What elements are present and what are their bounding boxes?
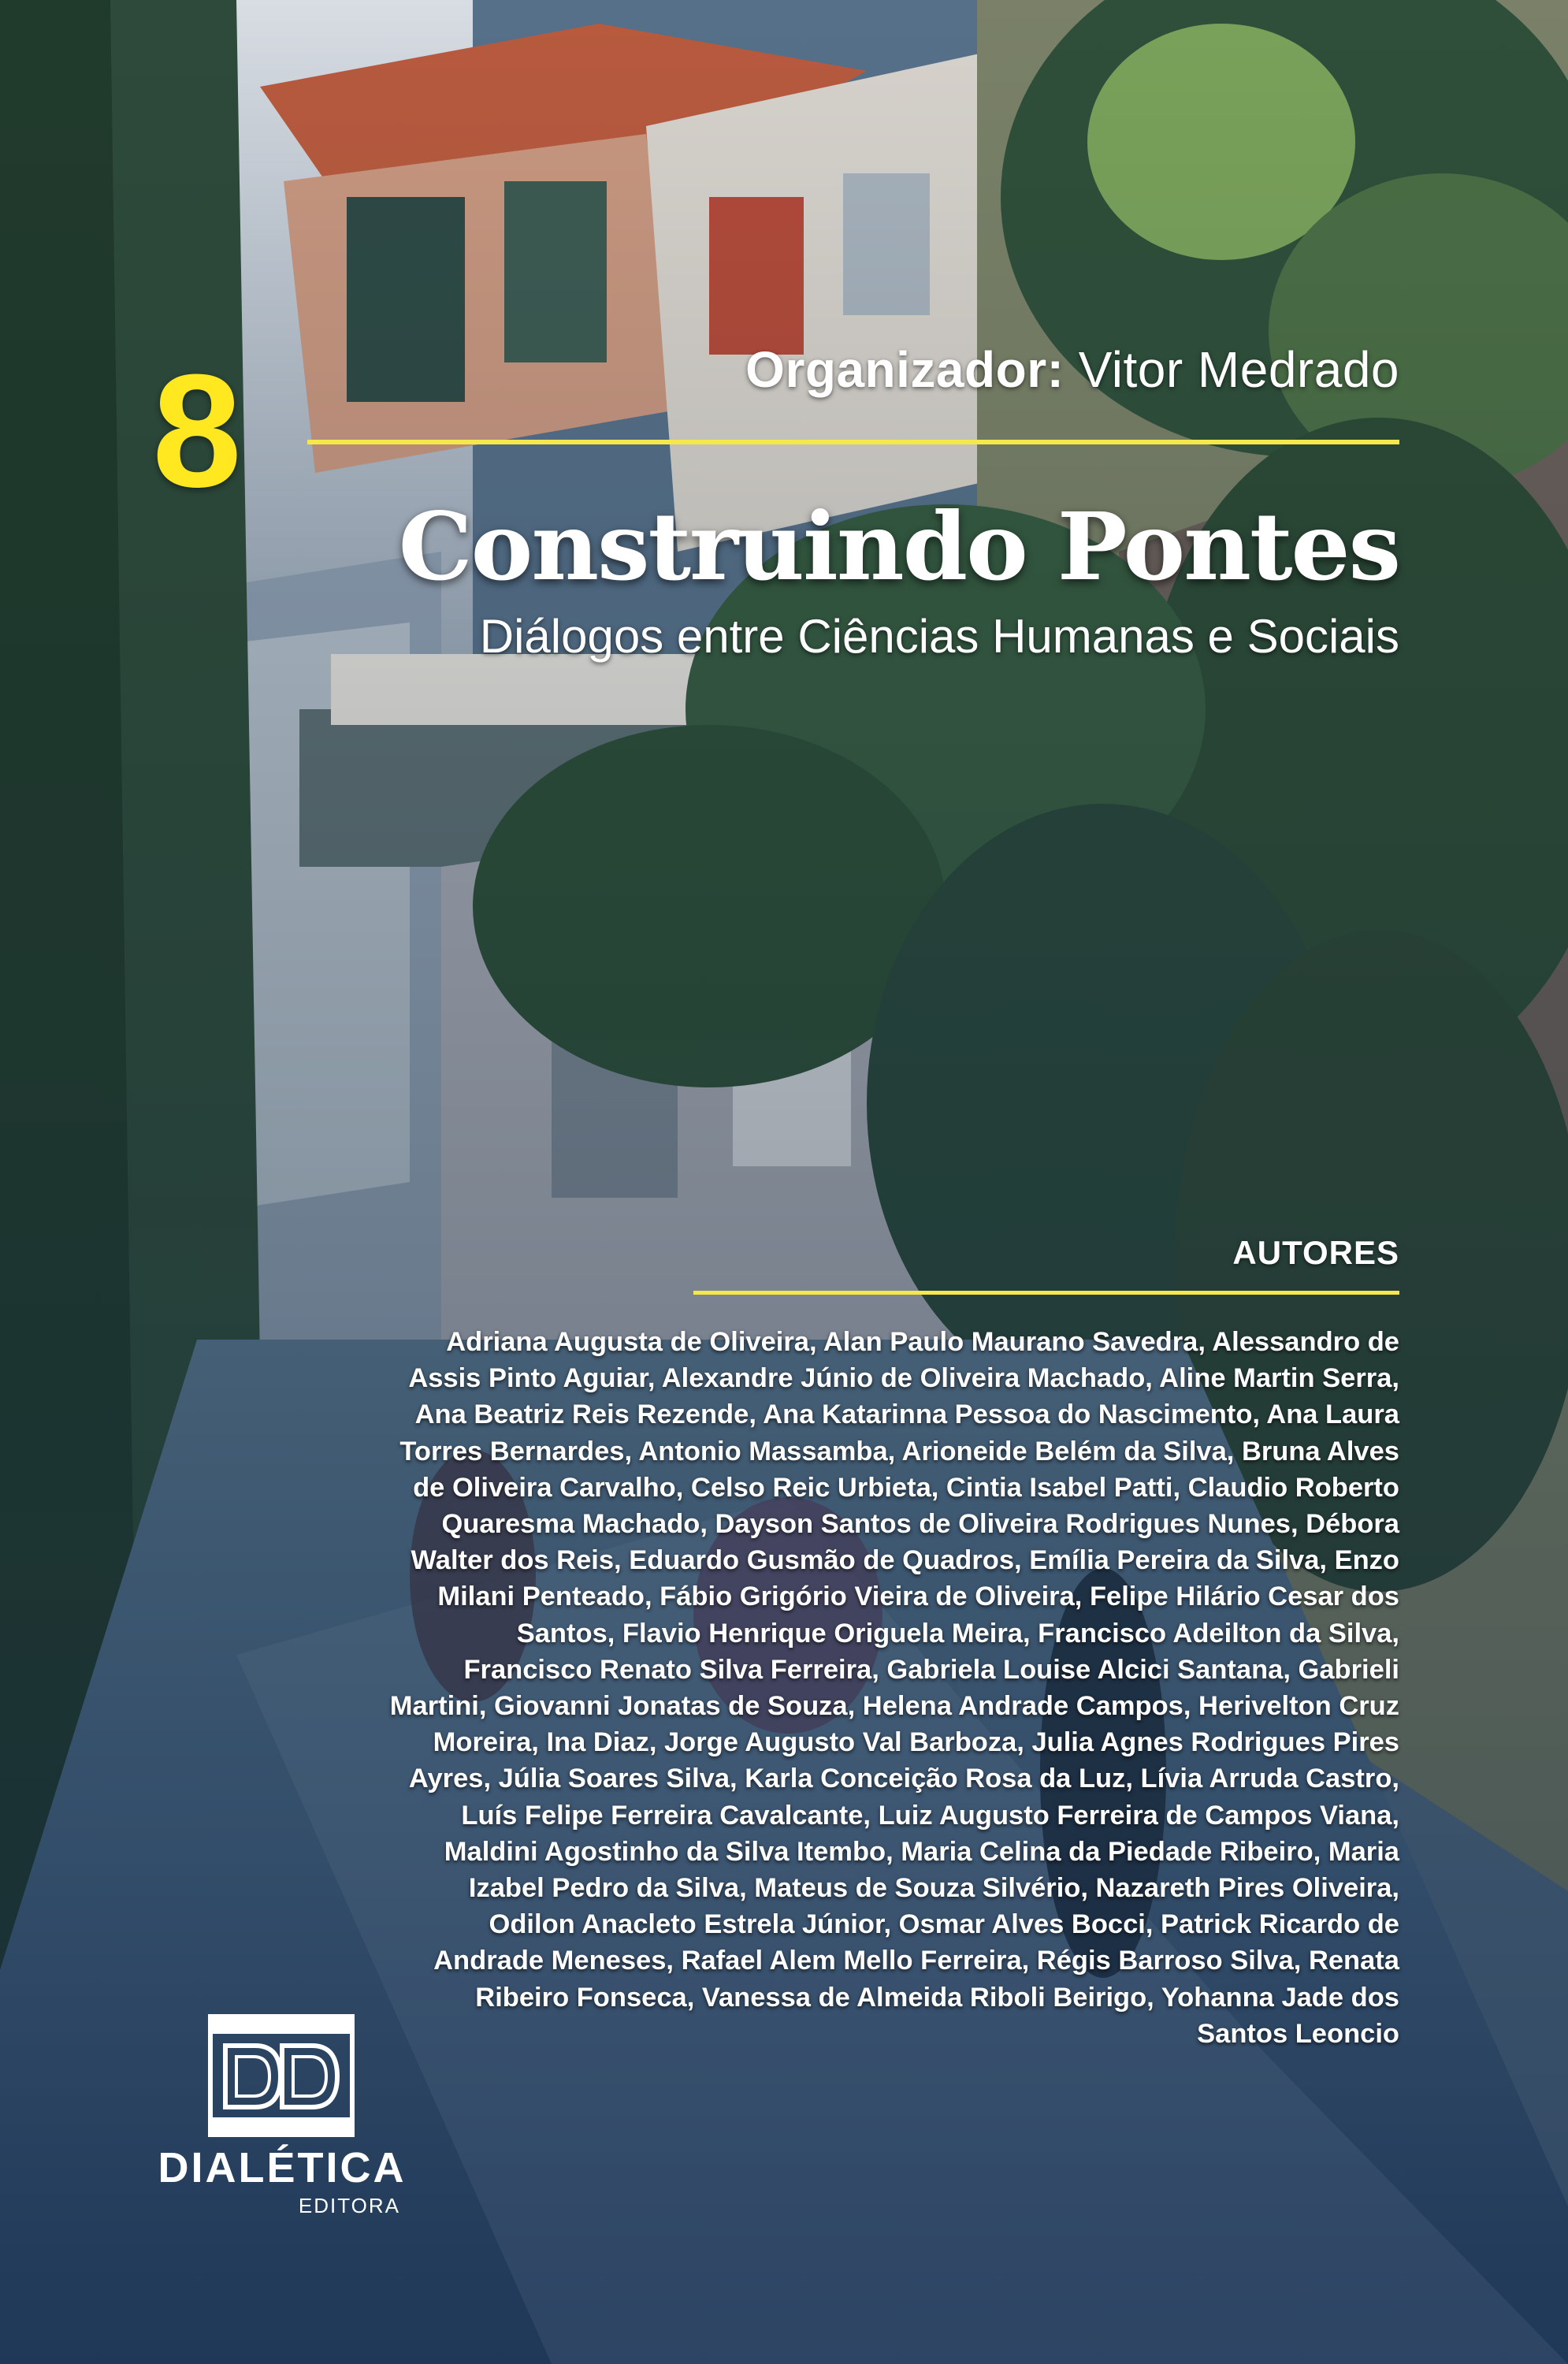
publisher-logo <box>148 2002 416 2222</box>
dialetica-logo-icon <box>208 2014 355 2137</box>
authors-list: Adriana Augusta de Oliveira, Alan Paulo Maurano Savedra, Alessandro de Assis Pinto Aguiar, Alexandre Júnio de Oliveira Machado, Aline Martin Serra, Ana Beatriz Reis Rezende, Ana Katarinna Pessoa do Nascimento, Ana Laura Torres Bernardes, Antonio Massamba, Arioneide Belém da Silva, Bruna Alves de Oliveira Carvalho, Celso Reic Urbieta, Cintia Isabel Patti, Claudio Roberto Quaresma Machado, Dayson Santos de Oliveira Rodrigues Nunes, Débora Walter dos Reis, Eduardo Gusmão de Quadros, Emília Pereira da Silva, Enzo Milani Penteado, Fábio Grigório Vieira de Oliveira, Felipe Hilário Cesar dos Santos, Flavio Henrique Origuela Meira, Francisco Adeilton da Silva, Francisco Renato Silva Ferreira, Gabriela Louise Alcici Santana, Gabrieli Martini, Giovanni Jonatas de Souza, Helena Andrade Campos, Herivelton Cruz Moreira, Ina Diaz, Jorge Augusto Val Barboza, Julia Agnes Rodrigues Pires Ayres, Júlia Soares Silva, Karla Conceição Rosa da Luz, Lívia Arruda Castro, Luís Felipe Ferreira Cavalcante, Luiz Augusto Ferreira de Campos Viana, Maldini Agostinho da Silva Itembo, Maria Celina da Piedade Ribeiro, Maria Izabel Pedro da Silva, Mateus de Souza Silvério, Nazareth Pires Oliveira, Odilon Anacleto Estrela Júnior, Osmar Alves Bocci, Patrick Ricardo de Andrade Meneses, Rafael Alem Mello Ferreira, Régis Barroso Silva, Renata Ribeiro Fonseca, Vanessa de Almeida Riboli Beirigo, Yohanna Jade dos Santos Leoncio <box>389 1327 1399 2049</box>
publisher-subtitle: EDITORA <box>298 2194 400 2217</box>
organizer-label: Organizador: <box>745 341 1065 398</box>
title-divider <box>307 440 1399 444</box>
publisher-name: DIALÉTICA <box>158 2144 407 2191</box>
authors-divider <box>693 1291 1399 1295</box>
organizer-name: Vitor Medrado <box>1078 341 1399 398</box>
book-subtitle: Diálogos entre Ciências Humanas e Sociais <box>479 610 1399 663</box>
volume-number: 8 <box>152 341 242 521</box>
authors-heading: AUTORES <box>1232 1234 1399 1271</box>
book-title: Construindo Pontes <box>398 492 1399 601</box>
organizer-credit <box>745 340 1399 399</box>
